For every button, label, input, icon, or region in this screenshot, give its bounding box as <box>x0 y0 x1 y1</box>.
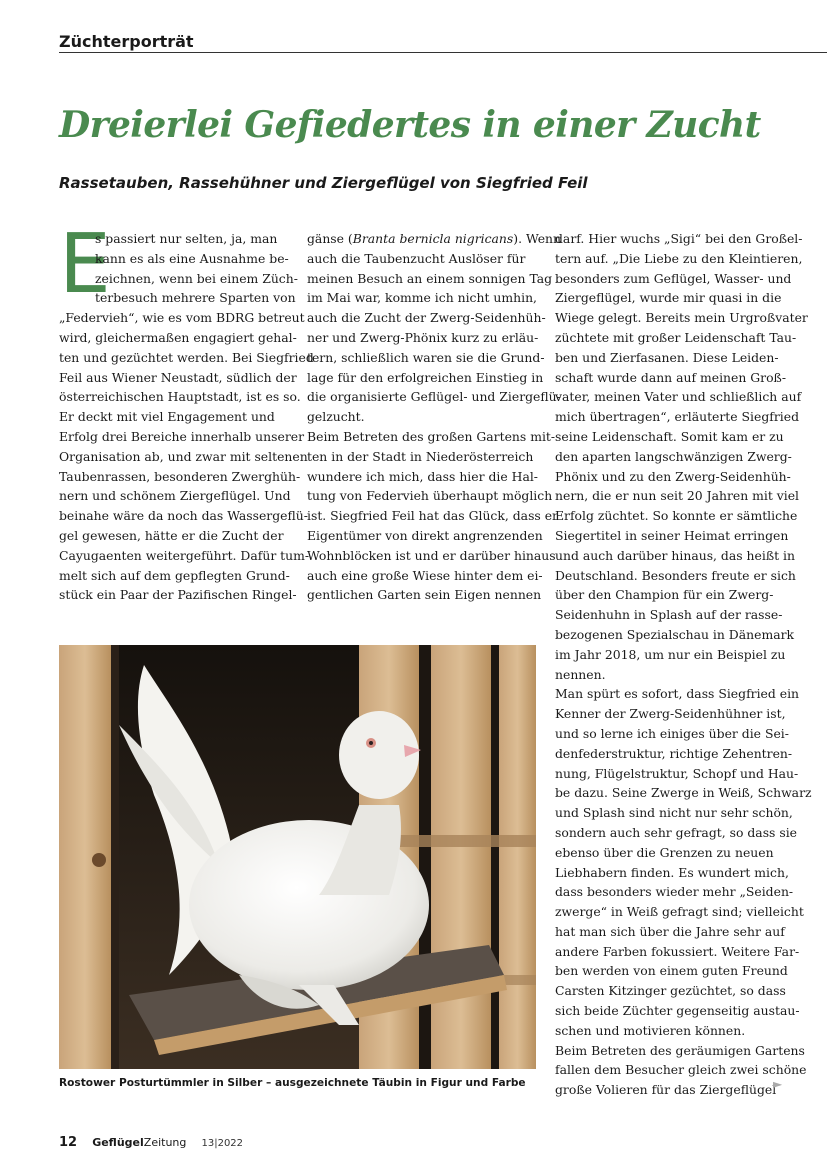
text-line: Kenner der Zwerg-Seidenhühner ist, <box>555 706 786 722</box>
text-line: tung von Federvieh überhaupt möglich <box>307 488 553 504</box>
issue-number: 13|2022 <box>201 1138 244 1149</box>
text-line: kann es als eine Ausnahme be- <box>95 250 289 266</box>
text-line: sondern auch sehr gefragt, so dass sie <box>555 824 797 840</box>
photo-caption: Rostower Posturtümmler in Silber – ausgezeichnete Täubin in Figur und Farbe <box>59 1077 526 1089</box>
text-line: auch die Taubenzucht Auslöser für <box>307 250 526 266</box>
text-line: meinen Besuch an einem sonnigen Tag <box>307 270 553 286</box>
text-line: große Volieren für das Ziergeflügel <box>555 1082 777 1098</box>
latin-species-name: Branta bernicla nigricans <box>352 231 514 246</box>
text-line: tern, schließlich waren sie die Grund- <box>307 349 545 365</box>
text-line: gentlichen Garten sein Eigen nennen <box>307 587 542 603</box>
text-line: darf. Hier wuchs „Sigi“ bei den Großel- <box>555 231 803 246</box>
text-line: und auch darüber hinaus, das heißt in <box>555 547 795 563</box>
text-line: Beim Betreten des großen Gartens mit- <box>307 428 556 444</box>
text-line: ist. Siegfried Feil hat das Glück, dass er <box>307 508 558 524</box>
article-subtitle: Rassetauben, Rassehühner und Ziergeflügel von Siegfried Feil <box>59 174 588 192</box>
text-line: Seidenhuhn in Splash auf der rasse- <box>555 607 783 623</box>
text-line: bezogenen Spezialschau in Dänemark <box>555 626 795 642</box>
text-line: wundere ich mich, dass hier die Hal- <box>307 468 538 484</box>
text-line: nern, die er nun seit 20 Jahren mit viel <box>555 488 800 504</box>
text-line: Erfolg drei Bereiche innerhalb unserer <box>59 428 304 444</box>
text-line: Organisation ab, und zwar mit seltenen <box>59 448 308 464</box>
text-line: terbesuch mehrere Sparten von <box>95 290 296 306</box>
text-line: Beim Betreten des geräumigen Gartens <box>555 1042 805 1058</box>
text-line: ben werden von einem guten Freund <box>555 963 788 979</box>
pigeon-illustration <box>59 645 536 1069</box>
text-line: Phönix und zu den Zwerg-Seidenhüh- <box>555 468 791 484</box>
text-line: Liebhabern finden. Es wundert mich, <box>555 864 789 880</box>
text-line: nung, Flügelstruktur, Schopf und Hau- <box>555 765 799 781</box>
text-line: und so lerne ich einiges über die Sei- <box>555 725 789 741</box>
text-line: hat man sich über die Jahre sehr auf <box>555 923 785 939</box>
page-footer <box>59 1131 243 1150</box>
text-line: im Jahr 2018, um nur ein Beispiel zu <box>555 646 786 662</box>
text-line: Ziergeflügel, wurde mir quasi in die <box>555 290 782 306</box>
text-line: s passiert nur selten, ja, man <box>95 231 278 246</box>
text-line: Wohnblöcken ist und er darüber hinaus <box>307 547 556 563</box>
text-line: andere Farben fokussiert. Weitere Far- <box>555 943 800 959</box>
text-fragment: gänse ( <box>307 231 353 246</box>
text-line: lage für den erfolgreichen Einstieg in <box>307 369 544 385</box>
section-label: Züchterporträt <box>59 32 194 51</box>
drop-cap: E <box>59 217 111 312</box>
text-line: schen und motivieren können. <box>555 1022 746 1038</box>
text-line: Eigentümer von direkt angrenzenden <box>307 527 543 543</box>
text-line: zwerge“ in Weiß gefragt sind; vielleicht <box>555 904 804 920</box>
text-line: und Splash sind nicht nur sehr schön, <box>555 805 793 821</box>
text-line: Er deckt mit viel Engagement und <box>59 409 275 425</box>
text-line: Man spürt es sofort, dass Siegfried ein <box>555 686 800 702</box>
text-line <box>307 229 561 249</box>
text-line: auch die Zucht der Zwerg-Seidenhüh- <box>307 310 546 326</box>
magazine-name-bold: Geflügel <box>92 1136 144 1149</box>
text-line: Carsten Kitzinger gezüchtet, so dass <box>555 983 786 999</box>
section-divider <box>59 52 827 53</box>
magazine-name-light: Zeitung <box>143 1136 187 1149</box>
text-line: ebenso über die Grenzen zu neuen <box>555 844 774 860</box>
text-line: schaft wurde dann auf meinen Groß- <box>555 369 787 385</box>
text-line: seine Leidenschaft. Somit kam er zu <box>555 428 784 444</box>
text-line: ten und gezüchtet werden. Bei Siegfried <box>59 349 314 365</box>
text-line: über den Champion für ein Zwerg- <box>555 587 774 603</box>
text-column-2 <box>307 229 561 605</box>
text-line: be dazu. Seine Zwerge in Weiß, Schwarz <box>555 785 812 801</box>
text-line: auch eine große Wiese hinter dem ei- <box>307 567 543 583</box>
text-line: beinahe wäre da noch das Wassergeflü- <box>59 508 308 524</box>
text-line: ten in der Stadt in Niederösterreich <box>307 448 534 464</box>
article-title: Dreierlei Gefiedertes in einer Zucht <box>59 104 761 146</box>
text-line: mich übertragen“, erläuterte Siegfried <box>555 409 800 425</box>
text-line: denfederstruktur, richtige Zehentren- <box>555 745 793 761</box>
text-line: gelzucht. <box>307 409 365 425</box>
text-line: melt sich auf dem gepflegten Grund- <box>59 567 290 583</box>
text-line: Erfolg züchtet. So konnte er sämtliche <box>555 508 798 524</box>
text-fragment: ). Wenn <box>513 231 561 246</box>
text-line: stück ein Paar der Pazifischen Ringel- <box>59 587 297 603</box>
text-line: ben und Zierfasanen. Diese Leiden- <box>555 349 779 365</box>
text-line: Wiege gelegt. Bereits mein Urgroßvater <box>555 310 808 326</box>
text-line: Siegertitel in seiner Heimat erringen <box>555 527 789 543</box>
text-column-3 <box>555 229 812 1100</box>
text-line: im Mai war, komme ich nicht umhin, <box>307 290 537 306</box>
text-line: nennen. <box>555 666 606 682</box>
text-line: ner und Zwerg-Phönix kurz zu erläu- <box>307 329 539 345</box>
text-line: fallen dem Besucher gleich zwei schöne <box>555 1062 807 1078</box>
text-line: österreichischen Hauptstadt, ist es so. <box>59 389 301 405</box>
text-line: Cayugaenten weitergeführt. Dafür tum- <box>59 547 310 563</box>
text-line: „Federvieh“, wie es vom BDRG betreut <box>59 310 305 326</box>
text-line: tern auf. „Die Liebe zu den Kleintieren, <box>555 250 803 266</box>
text-line: nern und schönem Ziergeflügel. Und <box>59 488 291 504</box>
text-line: züchtete mit großer Leidenschaft Tau- <box>555 329 797 345</box>
text-line: Feil aus Wiener Neustadt, südlich der <box>59 369 297 385</box>
text-line: besonders zum Geflügel, Wasser- und <box>555 270 792 286</box>
text-line: zeichnen, wenn bei einem Züch- <box>95 270 298 286</box>
text-line: Taubenrassen, besonderen Zwerghüh- <box>59 468 301 484</box>
text-line: gel gewesen, hätte er die Zucht der <box>59 527 284 543</box>
text-line: vater, meinen Vater und schließlich auf <box>555 389 802 405</box>
text-line: wird, gleichermaßen engagiert gehal- <box>59 329 297 345</box>
text-line: dass besonders wieder mehr „Seiden- <box>555 884 794 900</box>
text-line: Deutschland. Besonders freute er sich <box>555 567 796 583</box>
page-number: 12 <box>59 1135 78 1150</box>
text-line: den aparten langschwänzigen Zwerg- <box>555 448 792 464</box>
text-line: sich beide Züchter gegenseitig austau- <box>555 1003 800 1019</box>
text-column-1 <box>59 217 314 605</box>
pigeon-photo <box>59 645 536 1069</box>
text-line: die organisierte Geflügel- und Ziergeflü- <box>307 389 561 405</box>
continue-arrow-icon: ► <box>773 1077 783 1091</box>
